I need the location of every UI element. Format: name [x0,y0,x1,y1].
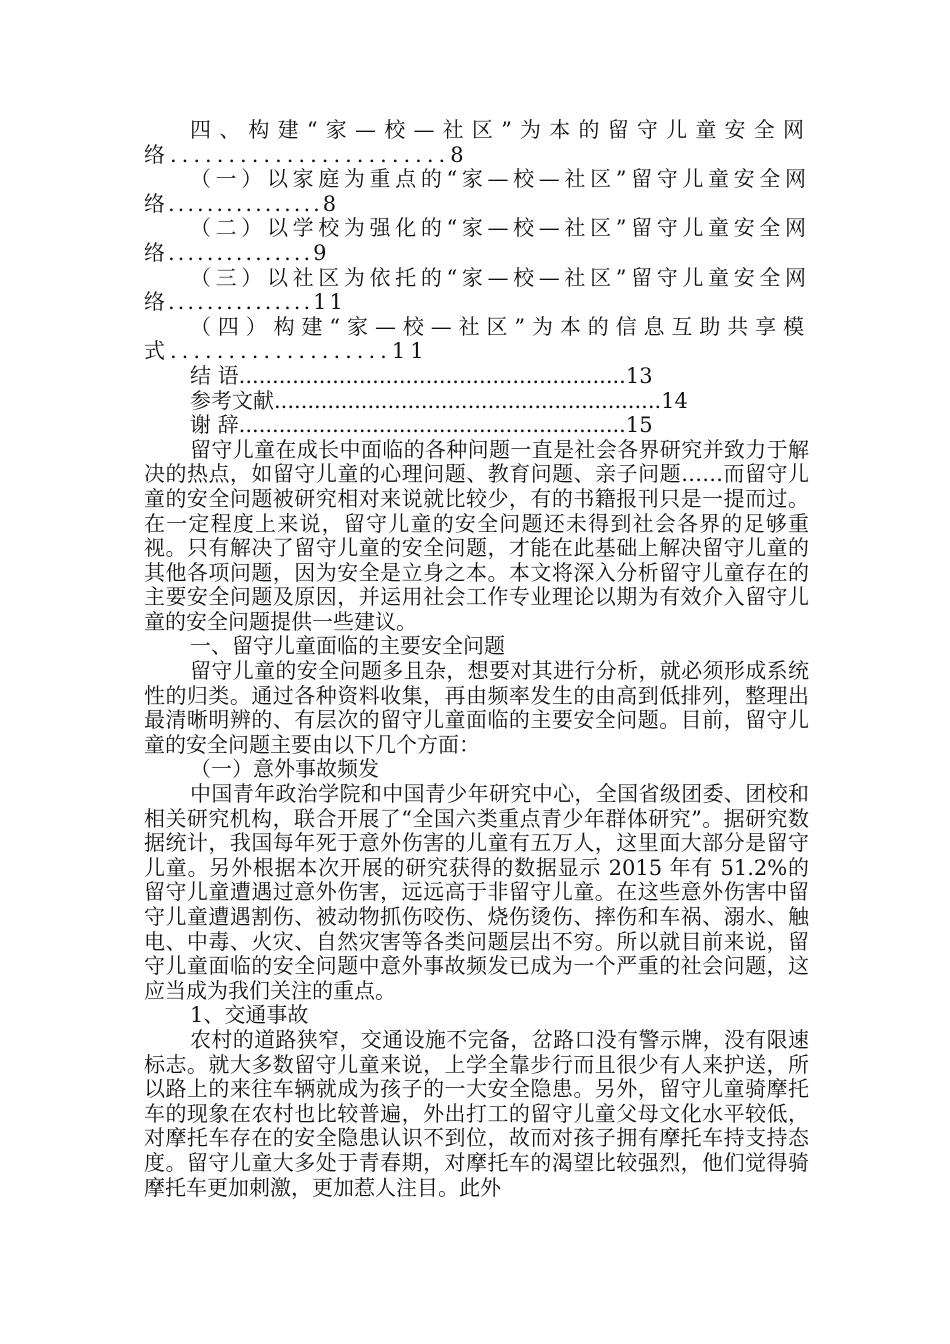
intro-paragraph: 留守儿童在成长中面临的各种问题一直是社会各界研究并致力于解决的热点，如留守儿童的心理问题、教育问题、亲子问题……而留守儿童的安全问题被研究相对来说就比较少，有的书籍报刊只是一提而过。在一定程度上来说，留守儿童的安全问题还未得到社会各界的足够重视。只有解决了留守儿童的安全问题，才能在此基础上解决留守儿童的其他各项问题，因为安全是立身之本。本文将深入分析留守儿童存在的主要安全问题及原因，并运用社会工作专业理论以期为有效介入留守儿童的安全问题提供一些建议。 [144,437,809,634]
table-of-contents [144,118,809,438]
toc-entry: （二）以学校为强化的“家—校—社区”留守儿童安全网络...............9 [144,216,809,265]
subsection-paragraph: 中国青年政治学院和中国青少年研究中心，全国省级团委、团校和相关研究机构，联合开展了“全国六类重点青少年群体研究”。据研究数据统计，我国每年死于意外伤害的儿童有五万人，这里面大部分是留守儿童。另外根据本次开展的研究获得的数据显示 2015 年有 51.2%的留守儿童遭遇过意外伤害，远远高于非留守儿童。在这些意外伤害中留守儿童遭遇割伤、被动物抓伤咬伤、烧伤烫伤、摔伤和车祸、溺水、触电、中毒、火灾、自然灾害等各类问题层出不穷。所以就目前来说，留守儿童面临的安全问题中意外事故频发已成为一个严重的社会问题，这应当成为我们关注的重点。 [144,782,809,1003]
toc-entry: 谢 辞..........................................................15 [190,413,653,438]
toc-entry: （四）构建“家—校—社区”为本的信息互助共享模式...................11 [144,314,809,364]
toc-entry: 四、构建“家—校—社区”为本的留守儿童安全网络........................8 [144,118,809,167]
section-paragraph: 留守儿童的安全问题多且杂，想要对其进行分析，就必须形成系统性的归类。通过各种资料收集，再由频率发生的由高到低排列，整理出最清晰明辨的、有层次的留守儿童面临的主要安全问题。目前，留守儿童的安全问题主要由以下几个方面： [144,659,809,757]
section-heading: 一、留守儿童面临的主要安全问题 [190,634,505,659]
toc-entry: （一）以家庭为重点的“家—校—社区”留守儿童安全网络................8 [144,167,809,216]
item-paragraph: 农村的道路狭窄，交通设施不完备，岔路口没有警示牌，没有限速标志。就大多数留守儿童来说，上学全靠步行而且很少有人来护送，所以路上的来往车辆就成为孩子的一大安全隐患。另外，留守儿童骑摩托车的现象在农村也比较普遍，外出打工的留守儿童父母文化水平较低，对摩托车存在的安全隐患认识不到位，故而对孩子拥有摩托车持支持态度。留守儿童大多处于青春期，对摩托车的渴望比较强烈，他们觉得骑摩托车更加刺激，更加惹人注目。此外 [144,1027,809,1200]
document-page [144,118,809,1200]
subsection-heading: （一）意外事故频发 [190,757,379,782]
toc-entry: （三）以社区为依托的“家—校—社区”留守儿童安全网络...............11 [144,265,809,315]
toc-entry: 结 语..........................................................13 [190,363,653,388]
item-heading: 1、交通事故 [190,1003,309,1028]
toc-entry: 参考文献..........................................................14 [190,388,688,413]
